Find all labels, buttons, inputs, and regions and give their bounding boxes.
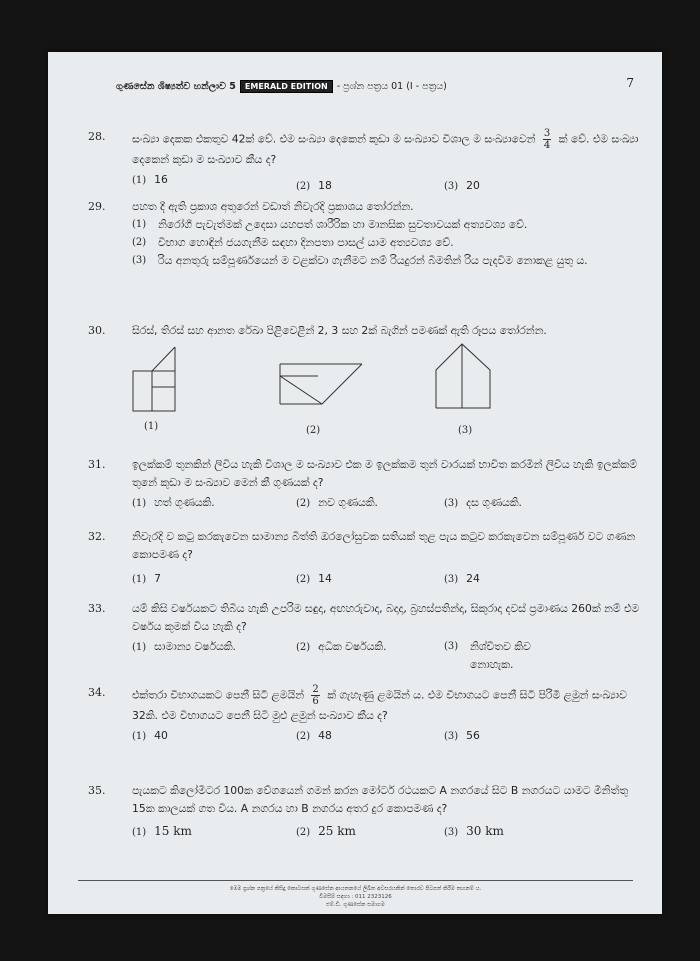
shape-label-1: (1) [144,421,159,432]
option-1[interactable] [132,171,168,190]
option-number: (3) [444,827,459,838]
page-number: 7 [626,76,634,90]
exam-sheet [48,52,662,914]
statement-number: (1) [132,219,147,230]
option-number: (3) [444,574,459,585]
option-text: සාමාන්‍ය වර්ෂයකි. [154,640,236,653]
option-number: (3) [444,181,459,192]
option-number: (1) [132,574,147,585]
question-number: 34. [88,686,106,699]
question-text-part: එක්තරා විභාගයකට පෙනී සිටි ළමයින් [132,688,304,702]
option-number: (3) [444,641,459,652]
fraction-numerator: 3 [543,128,551,139]
option-1[interactable] [132,494,215,513]
options [132,171,642,191]
question-number: 30. [88,324,106,337]
option-2[interactable] [296,638,387,657]
option-number: (2) [296,181,311,192]
option-3[interactable] [444,494,522,513]
question-text: පැයකට කිලෝමීටර 100ක වේගයෙන් ගමන් කරන මෝටර් රථයකට A නගරයේ සිට B නගරයට යාමට මිනිත්තු 15ක කාලයක් ගත විය. A නගරය හා B නගරය අතර දුර කොපමණ ද? [132,784,628,815]
paper-label: - ප්‍රශ්න පත්‍රය 01 (I - පත්‍රය) [336,80,447,92]
option-text: නිශ්චිතව කිව නොහැක. [470,640,531,671]
option-number: (1) [132,827,147,838]
option-3[interactable] [444,570,480,589]
fraction-denominator: 6 [312,696,319,707]
question-text [132,128,642,169]
shape-label-2: (2) [306,425,321,436]
option-1[interactable] [132,570,161,589]
question-text: යම් කිසි වර්ෂයකට තිබිය හැකි උපරිම සඳුදා, අඟහරුවාදා, බදාදා, බ්‍රහස්පතින්දා, සිකුරාදා දවස් ප්‍රමාණය 260ක් නම් එම වර්ෂය කුමක් විය හැකි ද? [132,602,640,633]
option-1[interactable] [132,727,168,746]
fraction [543,128,551,151]
statement-text: විභාග හොඳින් ජයගැනීම සඳහා දිනපතා පාසල් යාම අත්‍යවශ්‍ය වේ. [158,236,454,249]
shape-1[interactable] [132,344,202,414]
fraction-denominator: 4 [543,140,551,151]
statement-3[interactable] [132,252,642,270]
fraction [311,684,319,707]
question-text-part: සංඛ්‍යා දෙකක එකතුව 42ක් වේ. එම සංඛ්‍යා දෙකෙන් කුඩා ම සංඛ්‍යාව විශාල ම සංඛ්‍යාවෙන් [132,132,536,146]
option-3[interactable] [444,727,480,746]
question-number: 28. [88,130,106,143]
series-title: ගුණසේන ශිෂ්‍යත්ව හන්ලාව 5 [116,80,236,92]
options [132,494,642,514]
option-1[interactable] [132,822,192,842]
statement-2[interactable] [132,234,642,252]
statement-text: නිරෝගී පැවැත්මක් උදෙසා යහපත් ශාරීරික හා මානසික සුවතාවයක් අත්‍යවශ්‍ය වේ. [158,218,528,231]
option-text: 18 [318,179,332,192]
question-text: සිරස්, තිරස් සහ ආනත රේඛා පිළිවෙළින් 2, 3 සහ 2ක් බැගින් පමණක් ඇති රූපය තෝරන්න. [132,324,547,337]
question-text: නිවැරදි ව කටු කරකැවෙන සාමාන්‍ය බිත්ති ඔරලෝසුවක සතියක් තුළ පැය කටුව කරකැවෙන සම්පූර්ණ වට ගණන කොපමණ ද? [132,530,636,561]
option-number: (1) [132,731,147,742]
option-text: දස ගුණයකි. [466,496,522,509]
options [132,820,642,840]
option-number: (2) [296,498,311,509]
question-number: 29. [88,200,106,213]
question-number: 31. [88,458,106,471]
fraction-numerator: 2 [312,684,319,695]
statement-number: (3) [132,255,147,266]
option-text: 20 [466,179,480,192]
option-number: (2) [296,827,311,838]
page-footer [78,880,633,909]
question-text [132,684,642,725]
footer-line: එම්.ඩී. ගුණසේන සමාගම [326,902,385,908]
question-text-part: ක් ගැහැණු ළමයින් ය. එම විභාගයට පෙනී සිටි පිරිමි ළමුන් සංඛ්‍යාව 32කි. එම විභාගයට පෙනී සිටි මුළු ළමුන් සංඛ්‍යාව කීය ද? [132,688,627,722]
option-number: (1) [132,498,147,509]
question-text-part: ක් වේ. එම සංඛ්‍යා දෙකෙන් කුඩා ම සංඛ්‍යාව කීය ද? [132,132,639,166]
option-number: (3) [444,498,459,509]
option-2[interactable] [296,822,356,842]
option-text: 56 [466,729,480,742]
shape-options [132,340,642,435]
options [132,566,642,586]
options [132,638,642,672]
option-text: හත් ගුණයකි. [154,496,215,509]
option-text: 30 km [466,824,504,838]
option-number: (1) [132,642,147,653]
option-number: (3) [444,731,459,742]
option-number: (2) [296,642,311,653]
option-number: (2) [296,574,311,585]
shape-3[interactable] [434,340,504,412]
options [132,727,642,747]
question-number: 32. [88,530,106,543]
option-2[interactable] [296,570,332,589]
option-text: 7 [154,572,162,585]
option-text: 40 [154,729,168,742]
option-text: 15 km [154,824,192,838]
edition-badge: EMERALD EDITION [240,80,333,93]
option-2[interactable] [296,494,378,513]
shape-label-3: (3) [458,425,473,436]
footer-line: විමසීම් සඳහා : 011 2323126 [319,894,392,900]
page-header [116,76,636,96]
question-number: 33. [88,602,106,615]
option-text: 16 [154,173,168,186]
shape-2[interactable] [278,360,368,410]
question-text: පහත දී ඇති ප්‍රකාශ අතුරෙන් වඩාත් නිවැරදි ප්‍රකාශය තෝරන්න. [132,200,414,213]
option-2[interactable] [296,177,332,196]
option-text: 14 [318,572,332,585]
option-text: 25 km [318,824,356,838]
footer-line: මෙම ප්‍රශ්න පත්‍රයේ කිසිදු කොටසක් ගුණසේන ආයතනයේ ලිඛිත අවසරයකින් තොරව පිටපත් කිරීම තහනම් ය. [229,886,482,892]
option-1[interactable] [132,638,236,657]
option-number: (2) [296,731,311,742]
option-number: (1) [132,175,147,186]
statement-1[interactable] [132,216,642,234]
option-3[interactable] [444,638,564,674]
statement-number: (2) [132,237,147,248]
option-3[interactable] [444,822,504,842]
option-text: 48 [318,729,332,742]
question-number: 35. [88,784,106,797]
statement-text: රිය අනතුරු සම්පූර්ණයෙන් ම වළක්වා ගැනීමට නම් රියදුරන් බීමතින් රිය පැදවීම නොකළ යුතු ය. [158,254,588,267]
option-text: නව ගුණයකි. [318,496,378,509]
option-3[interactable] [444,177,480,196]
option-text: අධික වර්ෂයකි. [318,640,387,653]
question-text: ඉලක්කම් තුනකින් ලිවිය හැකි විශාල ම සංඛ්‍යාව එක ම ඉලක්කම තුන් වාරයක් භාවිත කරමින් ලිවිය හැකි ඉලක්කම් තුනේ කුඩා ම සංඛ්‍යාව මෙන් කී ගුණයක් ද? [132,458,638,489]
option-2[interactable] [296,727,332,746]
option-text: 24 [466,572,480,585]
